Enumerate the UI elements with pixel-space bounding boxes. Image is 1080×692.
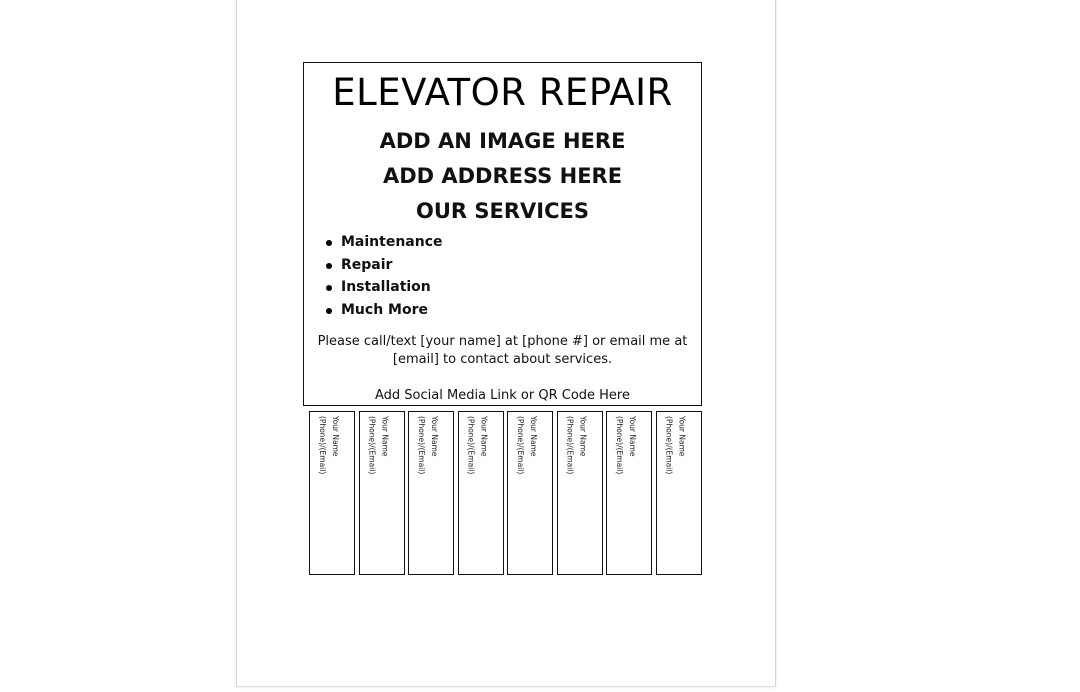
- tear-tab: [309, 411, 355, 575]
- tear-tab-contact: (Phone)/(Email): [615, 416, 624, 475]
- tear-tab: [656, 411, 702, 575]
- tear-tab-name: Your Name: [529, 416, 538, 457]
- tear-tab: [557, 411, 603, 575]
- bullet-icon: [326, 240, 332, 246]
- tear-tab-name: Your Name: [628, 416, 637, 457]
- tear-tab-contact: (Phone)/(Email): [367, 416, 377, 475]
- bullet-icon: [326, 285, 332, 291]
- services-heading: OUR SERVICES: [416, 199, 589, 223]
- document-page: [236, 0, 776, 687]
- tear-tab-text: [366, 416, 392, 474]
- tear-tab-contact: (Phone)/(Email): [516, 416, 525, 475]
- tear-tab-contact: (Phone)/(Email): [466, 416, 476, 475]
- tear-tab: [606, 411, 652, 575]
- tear-tab-text: [663, 416, 689, 474]
- tear-tab-contact: (Phone)/(Email): [318, 416, 327, 475]
- tear-tab: [458, 411, 504, 575]
- bullet-icon: [326, 308, 332, 314]
- tear-tab-contact: (Phone)/(Email): [565, 416, 575, 475]
- tear-tab-name: Your Name: [479, 416, 489, 457]
- bullet-icon: [326, 263, 332, 269]
- tear-tab-name: Your Name: [380, 416, 390, 457]
- tear-tab-name: Your Name: [331, 416, 340, 457]
- tear-tab-text: [514, 416, 540, 474]
- service-label: Maintenance: [341, 234, 443, 250]
- address-placeholder-text: ADD ADDRESS HERE: [382, 164, 623, 188]
- service-label: Installation: [341, 279, 431, 295]
- tear-tab: [507, 411, 553, 575]
- tear-tab: [408, 411, 454, 575]
- list-item: [324, 254, 701, 277]
- tear-off-tabs: [309, 411, 704, 576]
- tear-tab-text: [465, 416, 491, 474]
- tear-tab-contact: (Phone)/(Email): [664, 416, 674, 475]
- tear-tab-text: [564, 416, 590, 474]
- contact-text: Please call/text [your name] at [phone #] or email me at [email] to contact about services.: [317, 334, 688, 367]
- service-label: Repair: [341, 256, 393, 273]
- flyer-title: ELEVATOR REPAIR: [332, 71, 673, 114]
- tear-tab-name: Your Name: [677, 416, 687, 457]
- service-label: Much More: [341, 301, 428, 318]
- tear-tab-text: [613, 416, 639, 474]
- image-placeholder-text: ADD AN IMAGE HERE: [379, 129, 626, 153]
- services-list: [304, 231, 701, 321]
- tear-tab-name: Your Name: [430, 416, 439, 457]
- tear-tab-name: Your Name: [578, 416, 588, 457]
- flyer-box: [303, 62, 702, 406]
- social-media-text: Add Social Media Link or QR Code Here: [375, 388, 630, 403]
- list-item: [324, 299, 701, 322]
- tear-tab-text: [316, 416, 342, 474]
- tear-tab: [359, 411, 405, 575]
- list-item: [324, 231, 701, 254]
- tear-tab-contact: (Phone)/(Email): [417, 416, 426, 475]
- tear-tab-text: [415, 416, 441, 474]
- list-item: [324, 276, 701, 299]
